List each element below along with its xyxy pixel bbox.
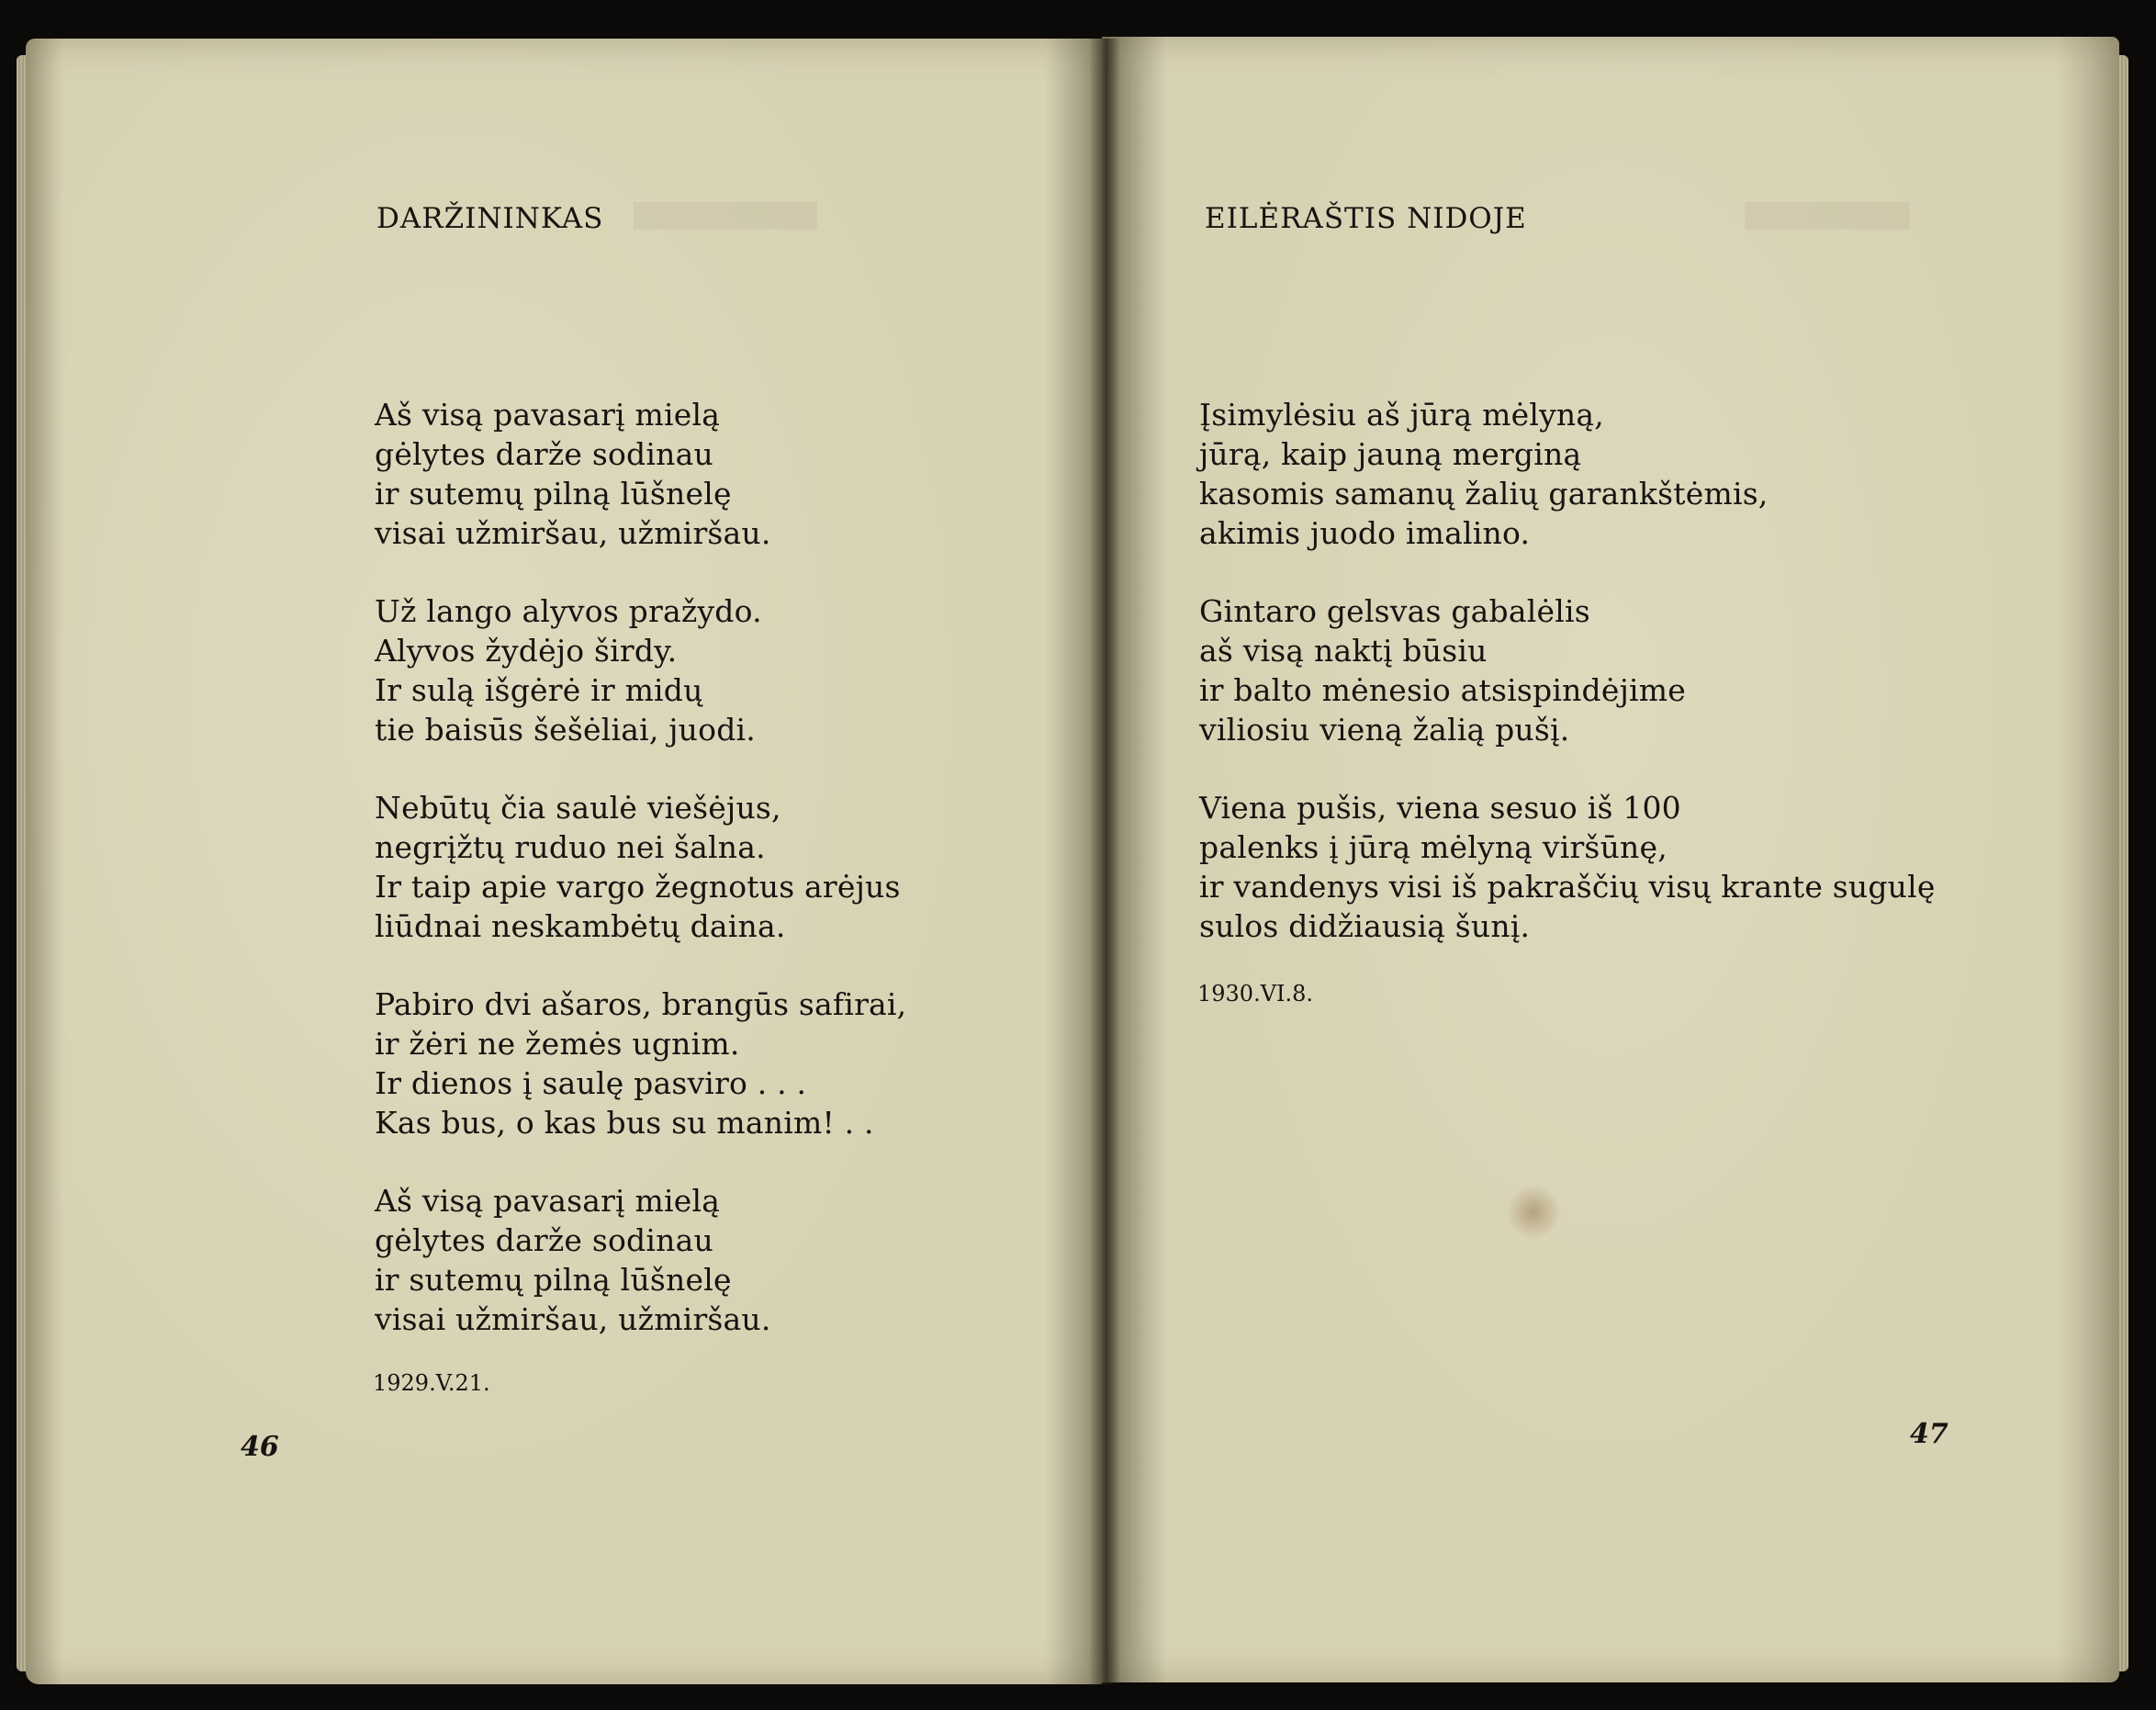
poem-line: Įsimylėsiu aš jūrą mėlyną, xyxy=(1199,397,1604,433)
stanza xyxy=(375,591,962,749)
stanza xyxy=(1199,591,1934,749)
stanza xyxy=(375,984,962,1142)
book-gutter xyxy=(1089,39,1120,1684)
paper-stain xyxy=(1506,1185,1561,1240)
poem-line: Ir sulą išgėrė ir midų xyxy=(375,672,703,708)
poem-line: Ir taip apie vargo žegnotus arėjus xyxy=(375,869,901,905)
bleed-through-right xyxy=(1745,202,1910,230)
poem-line: palenks į jūrą mėlyną viršūnę, xyxy=(1199,829,1668,865)
poem-line: Kas bus, o kas bus su manim! . . xyxy=(375,1105,874,1141)
stanza xyxy=(375,395,962,553)
poem-line: gėlytes darže sodinau xyxy=(375,1222,713,1258)
page-number: 46 xyxy=(241,1431,279,1463)
poem-line: visai užmiršau, užmiršau. xyxy=(375,515,771,551)
page-number: 47 xyxy=(1910,1418,1948,1450)
poem-title: EILĖRAŠTIS NIDOJE xyxy=(1205,202,1527,235)
poem-line: Aš visą pavasarį mielą xyxy=(375,397,721,433)
poem-line: ir sutemų pilną lūšnelę xyxy=(375,476,732,512)
poem-line: Gintaro gelsvas gabalėlis xyxy=(1199,593,1590,629)
poem-line: ir žėri ne žemės ugnim. xyxy=(375,1026,740,1062)
poem-line: Viena pušis, viena sesuo iš 100 xyxy=(1199,790,1681,826)
poem-line: Už lango alyvos pražydo. xyxy=(375,593,762,629)
poem-line: ir sutemų pilną lūšnelę xyxy=(375,1262,732,1298)
poem-line: gėlytes darže sodinau xyxy=(375,436,713,472)
poem-line: jūrą, kaip jauną merginą xyxy=(1199,436,1582,472)
poem-line: liūdnai neskambėtų daina. xyxy=(375,908,786,944)
poem-line: kasomis samanų žalių garankštėmis, xyxy=(1199,476,1769,512)
poem-line: Pabiro dvi ašaros, brangūs safirai, xyxy=(375,986,907,1022)
poem-date: 1930.VI.8. xyxy=(1197,981,1314,1007)
poem-line: ir balto mėnesio atsispindėjime xyxy=(1199,672,1686,708)
stanza xyxy=(1199,788,1934,946)
poem-line: visai užmiršau, užmiršau. xyxy=(375,1301,771,1337)
poem-line: Ir dienos į saulę pasviro . . . xyxy=(375,1065,807,1101)
stanza xyxy=(375,788,962,946)
stanza xyxy=(375,1181,962,1339)
bleed-through-left xyxy=(634,202,817,230)
poem-body xyxy=(1199,395,1934,984)
poem-line: negrįžtų ruduo nei šalna. xyxy=(375,829,766,865)
poem-line: ir vandenys visi iš pakraščių visų krante sugulę xyxy=(1199,869,1936,905)
poem-line: akimis juodo imalino. xyxy=(1199,515,1531,551)
poem-date: 1929.V.21. xyxy=(373,1370,490,1396)
poem-title: DARŽININKAS xyxy=(376,202,604,235)
poem-line: tie baisūs šešėliai, juodi. xyxy=(375,712,756,748)
poem-line: Alyvos žydėjo širdy. xyxy=(375,633,678,669)
poem-line: viliosiu vieną žalią pušį. xyxy=(1199,712,1570,748)
poem-line: Nebūtų čia saulė viešėjus, xyxy=(375,790,781,826)
stanza xyxy=(1199,395,1934,553)
poem-line: aš visą naktį būsiu xyxy=(1199,633,1488,669)
poem-line: Aš visą pavasarį mielą xyxy=(375,1183,721,1219)
poem-body xyxy=(375,395,962,1378)
poem-line: sulos didžiausią šunį. xyxy=(1199,908,1531,944)
